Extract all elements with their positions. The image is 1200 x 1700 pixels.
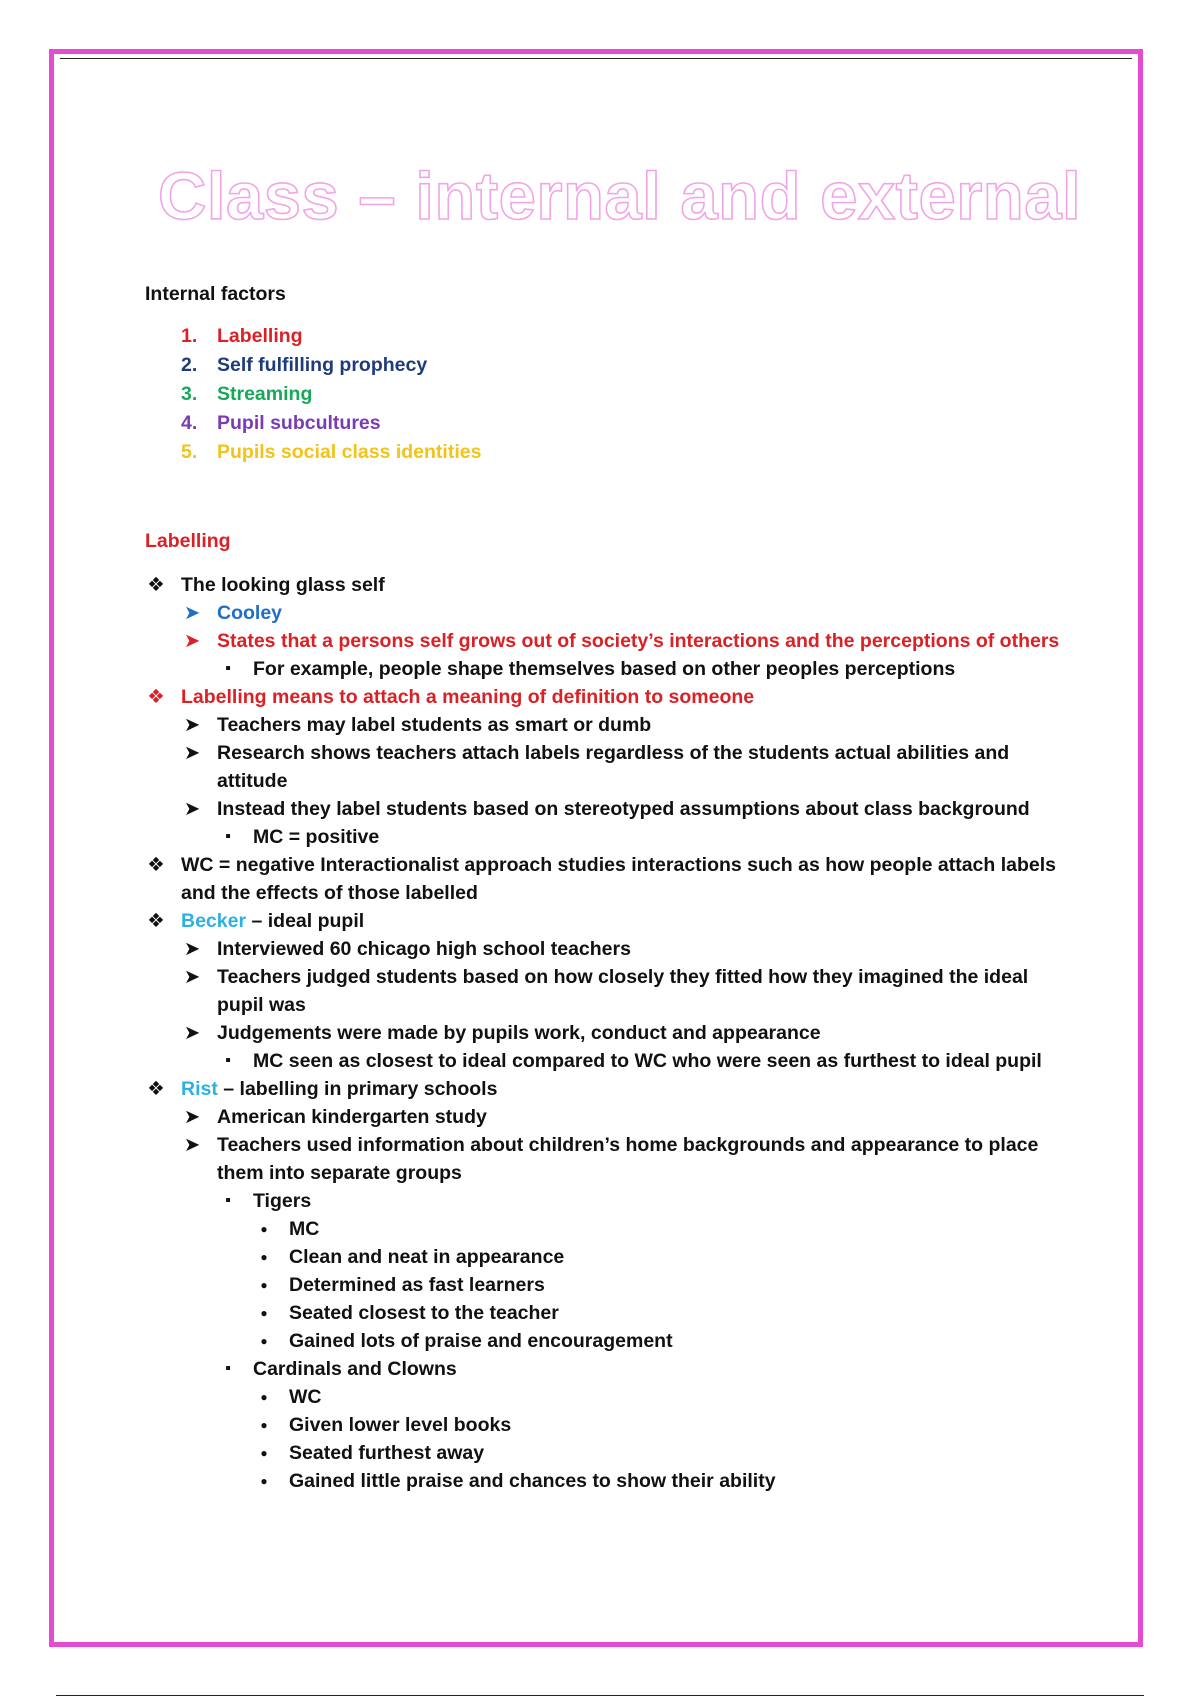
factor-item	[145, 438, 1065, 467]
arrow-bullet-icon: ➤	[183, 714, 201, 736]
factor-number: 5.	[181, 441, 198, 463]
note-text: – ideal pupil	[246, 910, 365, 932]
internal-factors-heading: Internal factors	[145, 283, 286, 305]
note-text: Instead they label students based on stereotyped assumptions about class background	[217, 798, 1030, 820]
factor-number: 2.	[181, 354, 198, 376]
top-rule	[60, 58, 1132, 59]
note-item	[145, 599, 1065, 627]
arrow-bullet-icon: ➤	[183, 602, 201, 624]
dot-bullet-icon: ●	[260, 1334, 268, 1348]
dot-bullet-icon: ●	[260, 1474, 268, 1488]
dot-bullet-icon: ●	[260, 1306, 268, 1320]
arrow-bullet-icon: ➤	[183, 630, 201, 652]
square-bullet-icon: ▪	[225, 1052, 231, 1069]
note-item	[145, 1019, 1065, 1047]
note-item	[145, 1131, 1065, 1187]
square-bullet-icon: ▪	[225, 828, 231, 845]
factor-item	[145, 380, 1065, 409]
diamond-bullet-icon: ❖	[147, 574, 165, 596]
dot-bullet-icon: ●	[260, 1418, 268, 1432]
note-item	[145, 1187, 1065, 1215]
note-text: For example, people shape themselves based on other peoples perceptions	[253, 658, 956, 680]
note-text: MC = positive	[253, 826, 380, 848]
note-item	[145, 1299, 1065, 1327]
note-text: Gained lots of praise and encouragement	[289, 1330, 673, 1352]
factor-item	[145, 322, 1065, 351]
note-item	[145, 823, 1065, 851]
note-item	[145, 1047, 1065, 1075]
note-item	[145, 1075, 1065, 1103]
arrow-bullet-icon: ➤	[183, 798, 201, 820]
note-text: Cooley	[217, 602, 283, 624]
dot-bullet-icon: ●	[260, 1250, 268, 1264]
dot-bullet-icon: ●	[260, 1446, 268, 1460]
note-text: States that a persons self grows out of society’s interactions and the perceptions of others	[217, 630, 1060, 652]
note-text: The looking glass self	[181, 574, 385, 596]
note-text: Seated furthest away	[289, 1442, 485, 1464]
factor-number: 1.	[181, 325, 198, 347]
arrow-bullet-icon: ➤	[183, 966, 201, 988]
arrow-bullet-icon: ➤	[183, 938, 201, 960]
note-text: MC seen as closest to ideal compared to WC who were seen as furthest to ideal pupil	[253, 1050, 1042, 1072]
note-item	[145, 1215, 1065, 1243]
note-item	[145, 711, 1065, 739]
note-text: Gained little praise and chances to show their ability	[289, 1470, 776, 1492]
arrow-bullet-icon: ➤	[183, 1134, 201, 1156]
factor-label: Pupils social class identities	[217, 441, 482, 463]
note-text: Seated closest to the teacher	[289, 1302, 559, 1324]
note-item	[145, 907, 1065, 935]
diamond-bullet-icon: ❖	[147, 854, 165, 876]
note-text: Tigers	[253, 1190, 312, 1212]
factor-number: 4.	[181, 412, 198, 434]
arrow-bullet-icon: ➤	[183, 1022, 201, 1044]
note-item	[145, 1383, 1065, 1411]
note-item	[145, 1467, 1065, 1495]
page-title: Class – internal and external	[158, 159, 1082, 234]
diamond-bullet-icon: ❖	[147, 1078, 165, 1100]
note-text: Cardinals and Clowns	[253, 1358, 457, 1380]
dot-bullet-icon: ●	[260, 1222, 268, 1236]
note-item	[145, 1411, 1065, 1439]
dot-bullet-icon: ●	[260, 1278, 268, 1292]
square-bullet-icon: ▪	[225, 660, 231, 677]
note-item	[145, 851, 1065, 907]
note-item	[145, 571, 1065, 599]
note-text: Given lower level books	[289, 1414, 512, 1436]
note-item	[145, 1439, 1065, 1467]
bottom-rule	[56, 1695, 1144, 1696]
note-text: American kindergarten study	[217, 1106, 487, 1128]
note-text: Teachers may label students as smart or dumb	[217, 714, 652, 736]
diamond-bullet-icon: ❖	[147, 686, 165, 708]
note-item	[145, 795, 1065, 823]
note-item	[145, 935, 1065, 963]
note-item	[145, 1103, 1065, 1131]
labelling-notes	[145, 571, 1065, 1495]
square-bullet-icon: ▪	[225, 1360, 231, 1377]
note-text: Labelling means to attach a meaning of definition to someone	[181, 686, 755, 708]
factor-item	[145, 409, 1065, 438]
note-item	[145, 739, 1065, 795]
factor-label: Pupil subcultures	[217, 412, 381, 434]
note-item	[145, 1327, 1065, 1355]
document-body	[145, 280, 1065, 1495]
note-item	[145, 655, 1065, 683]
note-text: Determined as fast learners	[289, 1274, 545, 1296]
note-text: WC	[289, 1386, 322, 1408]
note-lead: Rist	[181, 1078, 218, 1100]
note-text: MC	[289, 1218, 320, 1240]
arrow-bullet-icon: ➤	[183, 1106, 201, 1128]
labelling-heading: Labelling	[145, 530, 231, 552]
note-item	[145, 683, 1065, 711]
note-item	[145, 963, 1065, 1019]
note-item	[145, 627, 1065, 655]
note-lead: Becker	[181, 910, 247, 932]
factor-label: Streaming	[217, 383, 313, 405]
arrow-bullet-icon: ➤	[183, 742, 201, 764]
note-text: – labelling in primary schools	[217, 1078, 498, 1100]
square-bullet-icon: ▪	[225, 1192, 231, 1209]
dot-bullet-icon: ●	[260, 1390, 268, 1404]
note-text: Teachers judged students based on how closely they fitted how they imagined the ideal pupil was	[217, 966, 1029, 1016]
note-text: Research shows teachers attach labels regardless of the students actual abilities and attitude	[217, 742, 1010, 792]
factor-number: 3.	[181, 383, 198, 405]
factor-item	[145, 351, 1065, 380]
factor-label: Labelling	[217, 325, 303, 347]
note-text: Clean and neat in appearance	[289, 1246, 565, 1268]
note-text: Judgements were made by pupils work, conduct and appearance	[217, 1022, 821, 1044]
note-text: Interviewed 60 chicago high school teachers	[217, 938, 631, 960]
note-text: WC = negative Interactionalist approach studies interactions such as how people attach labels and the effects of those labelled	[181, 854, 1057, 904]
diamond-bullet-icon: ❖	[147, 910, 165, 932]
note-item	[145, 1271, 1065, 1299]
note-text: Teachers used information about children’s home backgrounds and appearance to place them into separate groups	[217, 1134, 1039, 1184]
internal-factors-list	[145, 322, 1065, 467]
factor-label: Self fulfilling prophecy	[217, 354, 428, 376]
note-item	[145, 1355, 1065, 1383]
note-item	[145, 1243, 1065, 1271]
